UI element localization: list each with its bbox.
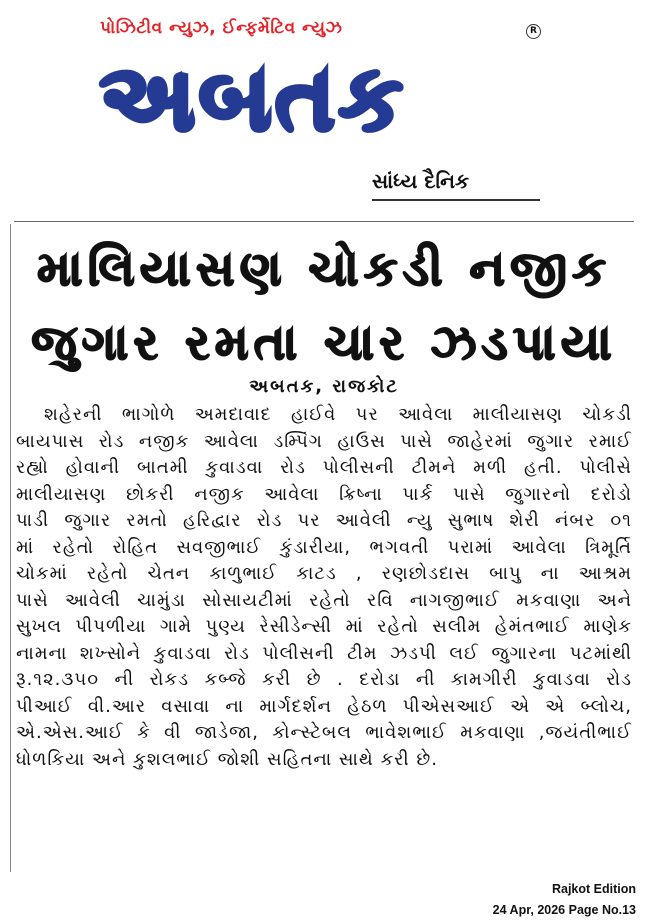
body-line: રૂ.૧૨.૩૫૦ ની રોકડ કબ્જે કરી છે . દરોડા ની કામગીરી કુવાડવા રોડ xyxy=(16,669,632,690)
body-line: બાયપાસ રોડ નજીક આવેલા ડમ્પિંગ હાઉસ પાસે જાહેરમાં જુગાર રમાઈ xyxy=(16,430,632,452)
headline-line: માલિયાસણ ચોકડી નજીક xyxy=(37,241,611,297)
masthead-tagline: પોઝિટીવ ન્યુઝ, ઈન્ફર્મેટિવ ન્યુઝ xyxy=(100,18,343,38)
body-line: નામના શખ્સોને કુવાડવા રોડ પોલીસની ટીમ ઝડપી લઈ જુગારના પટમાંથી xyxy=(16,642,632,664)
edition-date-page: 24 Apr, 2026 Page No.13 xyxy=(492,903,636,917)
newspaper-logo: અબતક xyxy=(100,46,407,151)
article-headline xyxy=(14,232,634,380)
body-line: પાસે આવેલી ચામુંડા સોસાયટીમાં રહેતો રવિ નાગજીભાઈ મકવાણા અને xyxy=(16,589,632,611)
masthead xyxy=(0,0,648,205)
column-rule xyxy=(10,224,11,872)
masthead-subbrand: સાંધ્ય દૈનિક xyxy=(372,169,470,193)
body-line: રહ્યો હોવાની બાતમી કુવાડવા રોડ પોલીસની ટીમને મળી હતી. પોલીસે xyxy=(16,457,632,478)
subbrand-underline xyxy=(372,199,540,201)
body-line: માલીયાસણ છોકરી નજીક આવેલા ક્રિષ્ના પાર્ક પાસે જુગારનો દરોડો xyxy=(16,483,632,505)
body-line: પીઆઈ વી.આર વસાવા ના માર્ગદર્શન હેઠળ પીએસઆઈ એ એ બ્લોચ, xyxy=(16,695,632,717)
body-line: સુખલ પીપળીયા ગામે પુણ્ય રેસીડેન્સી માં રહેતો સલીમ હેમંતભાઈ માણેક xyxy=(16,616,632,637)
body-line: પાડી જુગાર રમતો હરિદ્વાર રોડ પર આવેલી ન્યુ સુભાષ શેરી નંબર ૦૧ xyxy=(16,510,632,531)
headline-line: જુગાર રમતા ચાર ઝડપાયા xyxy=(31,315,617,371)
article-byline: અબતક, રાજકોટ xyxy=(249,376,399,397)
body-line: એ.એસ.આઈ કે વી જાડેજા, કોન્સ્ટેબલ ભાવેશભાઈ મકવાણા ,જયંતીભાઈ xyxy=(16,722,632,743)
registered-mark-icon: R xyxy=(526,24,541,39)
edition-name: Rajkot Edition xyxy=(551,882,636,896)
body-line: માં રહેતો રોહિત સવજીભાઈ કુંડારીયા, ભગવતી પરામાં આવેલા ત્રિમૂર્તિ xyxy=(16,536,632,558)
body-line: શહેરની ભાગોળે અમદાવાદ હાઈવે પર આવેલા માલીયાસણ ચોકડી xyxy=(44,404,632,425)
body-line: ધોળકિયા અને કુશલભાઈ જોશી સહિતના સાથે કરી છે. xyxy=(16,748,438,770)
body-line: ચોકમાં રહેતો ચેતન કાળુભાઈ કાટડ , રણછોડદાસ બાપુ ના આશ્રમ xyxy=(16,563,632,584)
masthead-divider xyxy=(14,221,634,222)
article-body xyxy=(16,402,632,773)
edition-info xyxy=(493,879,636,921)
